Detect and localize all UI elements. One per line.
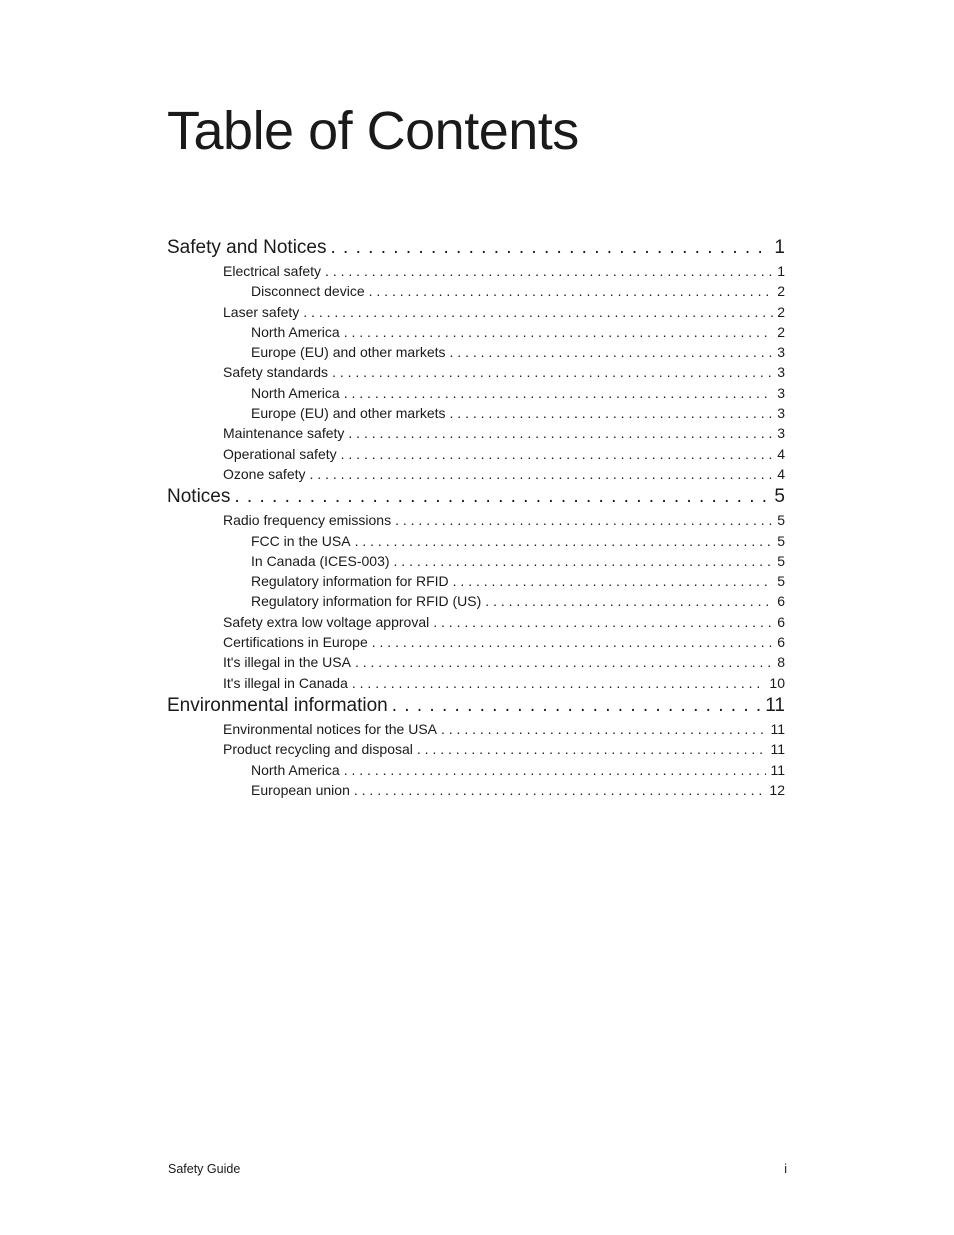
- toc-entry-level-3[interactable]: [167, 322, 785, 342]
- toc-entry-label: Europe (EU) and other markets: [251, 405, 446, 422]
- toc-dot-leader: [330, 235, 770, 261]
- toc-entry-label: European union: [251, 781, 350, 798]
- toc-dot-leader: [344, 322, 774, 342]
- toc-dot-leader: [344, 383, 774, 403]
- toc-entry-label: Disconnect device: [251, 283, 365, 300]
- toc-dot-leader: [392, 693, 762, 719]
- toc-dot-leader: [369, 281, 774, 301]
- toc-entry-page-number: 2: [777, 283, 785, 300]
- toc-dot-leader: [441, 719, 766, 739]
- toc-entry-level-2[interactable]: [167, 652, 785, 672]
- toc-dot-leader: [450, 403, 774, 423]
- toc-dot-leader: [355, 531, 774, 551]
- toc-dot-leader: [348, 423, 773, 443]
- toc-entry-page-number: 2: [777, 323, 785, 340]
- toc-entry-page-number: 6: [777, 634, 785, 651]
- toc-entry-label: Safety extra low voltage approval: [223, 613, 430, 630]
- toc-entry-label: Maintenance safety: [223, 425, 345, 442]
- toc-dot-leader: [341, 444, 774, 464]
- toc-entry-page-number: 11: [765, 694, 785, 716]
- toc-entry-label: Environmental notices for the USA: [223, 720, 437, 737]
- toc-entry-label: It's illegal in Canada: [223, 674, 348, 691]
- toc-dot-leader: [325, 261, 773, 281]
- toc-entry-label: Safety and Notices: [167, 237, 327, 258]
- toc-dot-leader: [453, 571, 774, 591]
- toc-entry-label: Regulatory information for RFID: [251, 573, 449, 590]
- toc-entry-page-number: 4: [777, 465, 785, 482]
- toc-dot-leader: [355, 652, 773, 672]
- toc-dot-leader: [433, 612, 773, 632]
- toc-entry-page-number: 5: [777, 512, 785, 529]
- toc-entry-level-3[interactable]: [167, 531, 785, 551]
- toc-entry-label: Notices: [167, 486, 231, 508]
- toc-entry-label: Environmental information: [167, 694, 388, 716]
- toc-entry-page-number: 1: [777, 263, 785, 279]
- toc-entry-level-2[interactable]: [167, 632, 785, 652]
- toc-dot-leader: [395, 510, 773, 530]
- toc-dot-leader: [310, 464, 774, 484]
- toc-entry-page-number: 11: [770, 741, 785, 758]
- toc-entry-page-number: 6: [777, 593, 785, 610]
- toc-entry-label: North America: [251, 384, 340, 401]
- toc-entry-label: It's illegal in the USA: [223, 654, 351, 671]
- toc-entry-level-3[interactable]: [167, 591, 785, 611]
- toc-entry-level-3[interactable]: [167, 342, 785, 362]
- toc-entry-label: Regulatory information for RFID (US): [251, 593, 482, 610]
- toc-entry-level-3[interactable]: [167, 760, 785, 780]
- toc-entry-level-3[interactable]: [167, 780, 785, 800]
- toc-dot-leader: [417, 739, 767, 759]
- table-of-contents: [167, 235, 785, 800]
- toc-dot-leader: [344, 760, 767, 780]
- toc-entry-page-number: 10: [769, 674, 785, 691]
- toc-entry-level-3[interactable]: [167, 281, 785, 301]
- toc-entry-level-3[interactable]: [167, 383, 785, 403]
- toc-dot-leader: [303, 302, 773, 322]
- toc-dot-leader: [485, 591, 773, 611]
- toc-entry-level-3[interactable]: [167, 571, 785, 591]
- toc-entry-label: North America: [251, 761, 340, 778]
- page-title: Table of Contents: [167, 101, 579, 161]
- toc-entry-page-number: 1: [774, 237, 785, 258]
- toc-entry-page-number: 11: [770, 720, 785, 737]
- toc-entry-label: In Canada (ICES-003): [251, 552, 390, 569]
- footer-page-number: i: [784, 1162, 787, 1176]
- toc-entry-level-2[interactable]: [167, 510, 785, 530]
- toc-entry-level-2[interactable]: [167, 719, 785, 739]
- toc-entry-page-number: 3: [777, 364, 785, 381]
- toc-entry-page-number: 5: [774, 486, 785, 508]
- toc-entry-level-1[interactable]: [167, 235, 785, 261]
- toc-dot-leader: [450, 342, 774, 362]
- toc-entry-page-number: 3: [777, 425, 785, 442]
- toc-entry-label: Electrical safety: [223, 263, 322, 279]
- toc-entry-label: North America: [251, 323, 340, 340]
- toc-entry-level-2[interactable]: [167, 261, 785, 281]
- toc-dot-leader: [394, 551, 774, 571]
- toc-entry-page-number: 5: [777, 532, 785, 549]
- toc-entry-page-number: 4: [777, 445, 785, 462]
- toc-entry-level-2[interactable]: [167, 673, 785, 693]
- toc-entry-page-number: 2: [777, 303, 785, 320]
- toc-entry-page-number: 5: [777, 573, 785, 590]
- toc-entry-level-2[interactable]: [167, 362, 785, 382]
- toc-entry-label: Operational safety: [223, 445, 337, 462]
- toc-entry-level-2[interactable]: [167, 739, 785, 759]
- toc-entry-level-2[interactable]: [167, 464, 785, 484]
- toc-entry-label: Laser safety: [223, 303, 300, 320]
- toc-dot-leader: [372, 632, 773, 652]
- toc-dot-leader: [352, 673, 766, 693]
- toc-entry-level-2[interactable]: [167, 612, 785, 632]
- toc-dot-leader: [234, 484, 770, 510]
- toc-entry-label: FCC in the USA: [251, 532, 351, 549]
- toc-entry-page-number: 3: [777, 344, 785, 361]
- toc-entry-level-3[interactable]: [167, 403, 785, 423]
- toc-entry-level-2[interactable]: [167, 423, 785, 443]
- toc-entry-label: Product recycling and disposal: [223, 741, 413, 758]
- toc-entry-page-number: 3: [777, 405, 785, 422]
- toc-entry-level-1[interactable]: [167, 693, 785, 719]
- toc-entry-label: Radio frequency emissions: [223, 512, 392, 529]
- toc-dot-leader: [332, 362, 773, 382]
- toc-entry-page-number: 3: [777, 384, 785, 401]
- footer-document-name: Safety Guide: [168, 1162, 241, 1176]
- toc-entry-label: Certifications in Europe: [223, 634, 368, 651]
- toc-entry-level-1[interactable]: [167, 484, 785, 510]
- toc-entry-page-number: 8: [777, 654, 785, 671]
- toc-entry-level-3[interactable]: [167, 551, 785, 571]
- toc-entry-level-2[interactable]: [167, 444, 785, 464]
- toc-entry-level-2[interactable]: [167, 302, 785, 322]
- toc-entry-label: Safety standards: [223, 364, 329, 381]
- toc-entry-label: Europe (EU) and other markets: [251, 344, 446, 361]
- toc-entry-page-number: 12: [769, 781, 785, 798]
- toc-dot-leader: [354, 780, 766, 800]
- toc-entry-label: Ozone safety: [223, 465, 306, 482]
- toc-entry-page-number: 5: [777, 552, 785, 569]
- toc-entry-page-number: 11: [770, 761, 785, 778]
- toc-entry-page-number: 6: [777, 613, 785, 630]
